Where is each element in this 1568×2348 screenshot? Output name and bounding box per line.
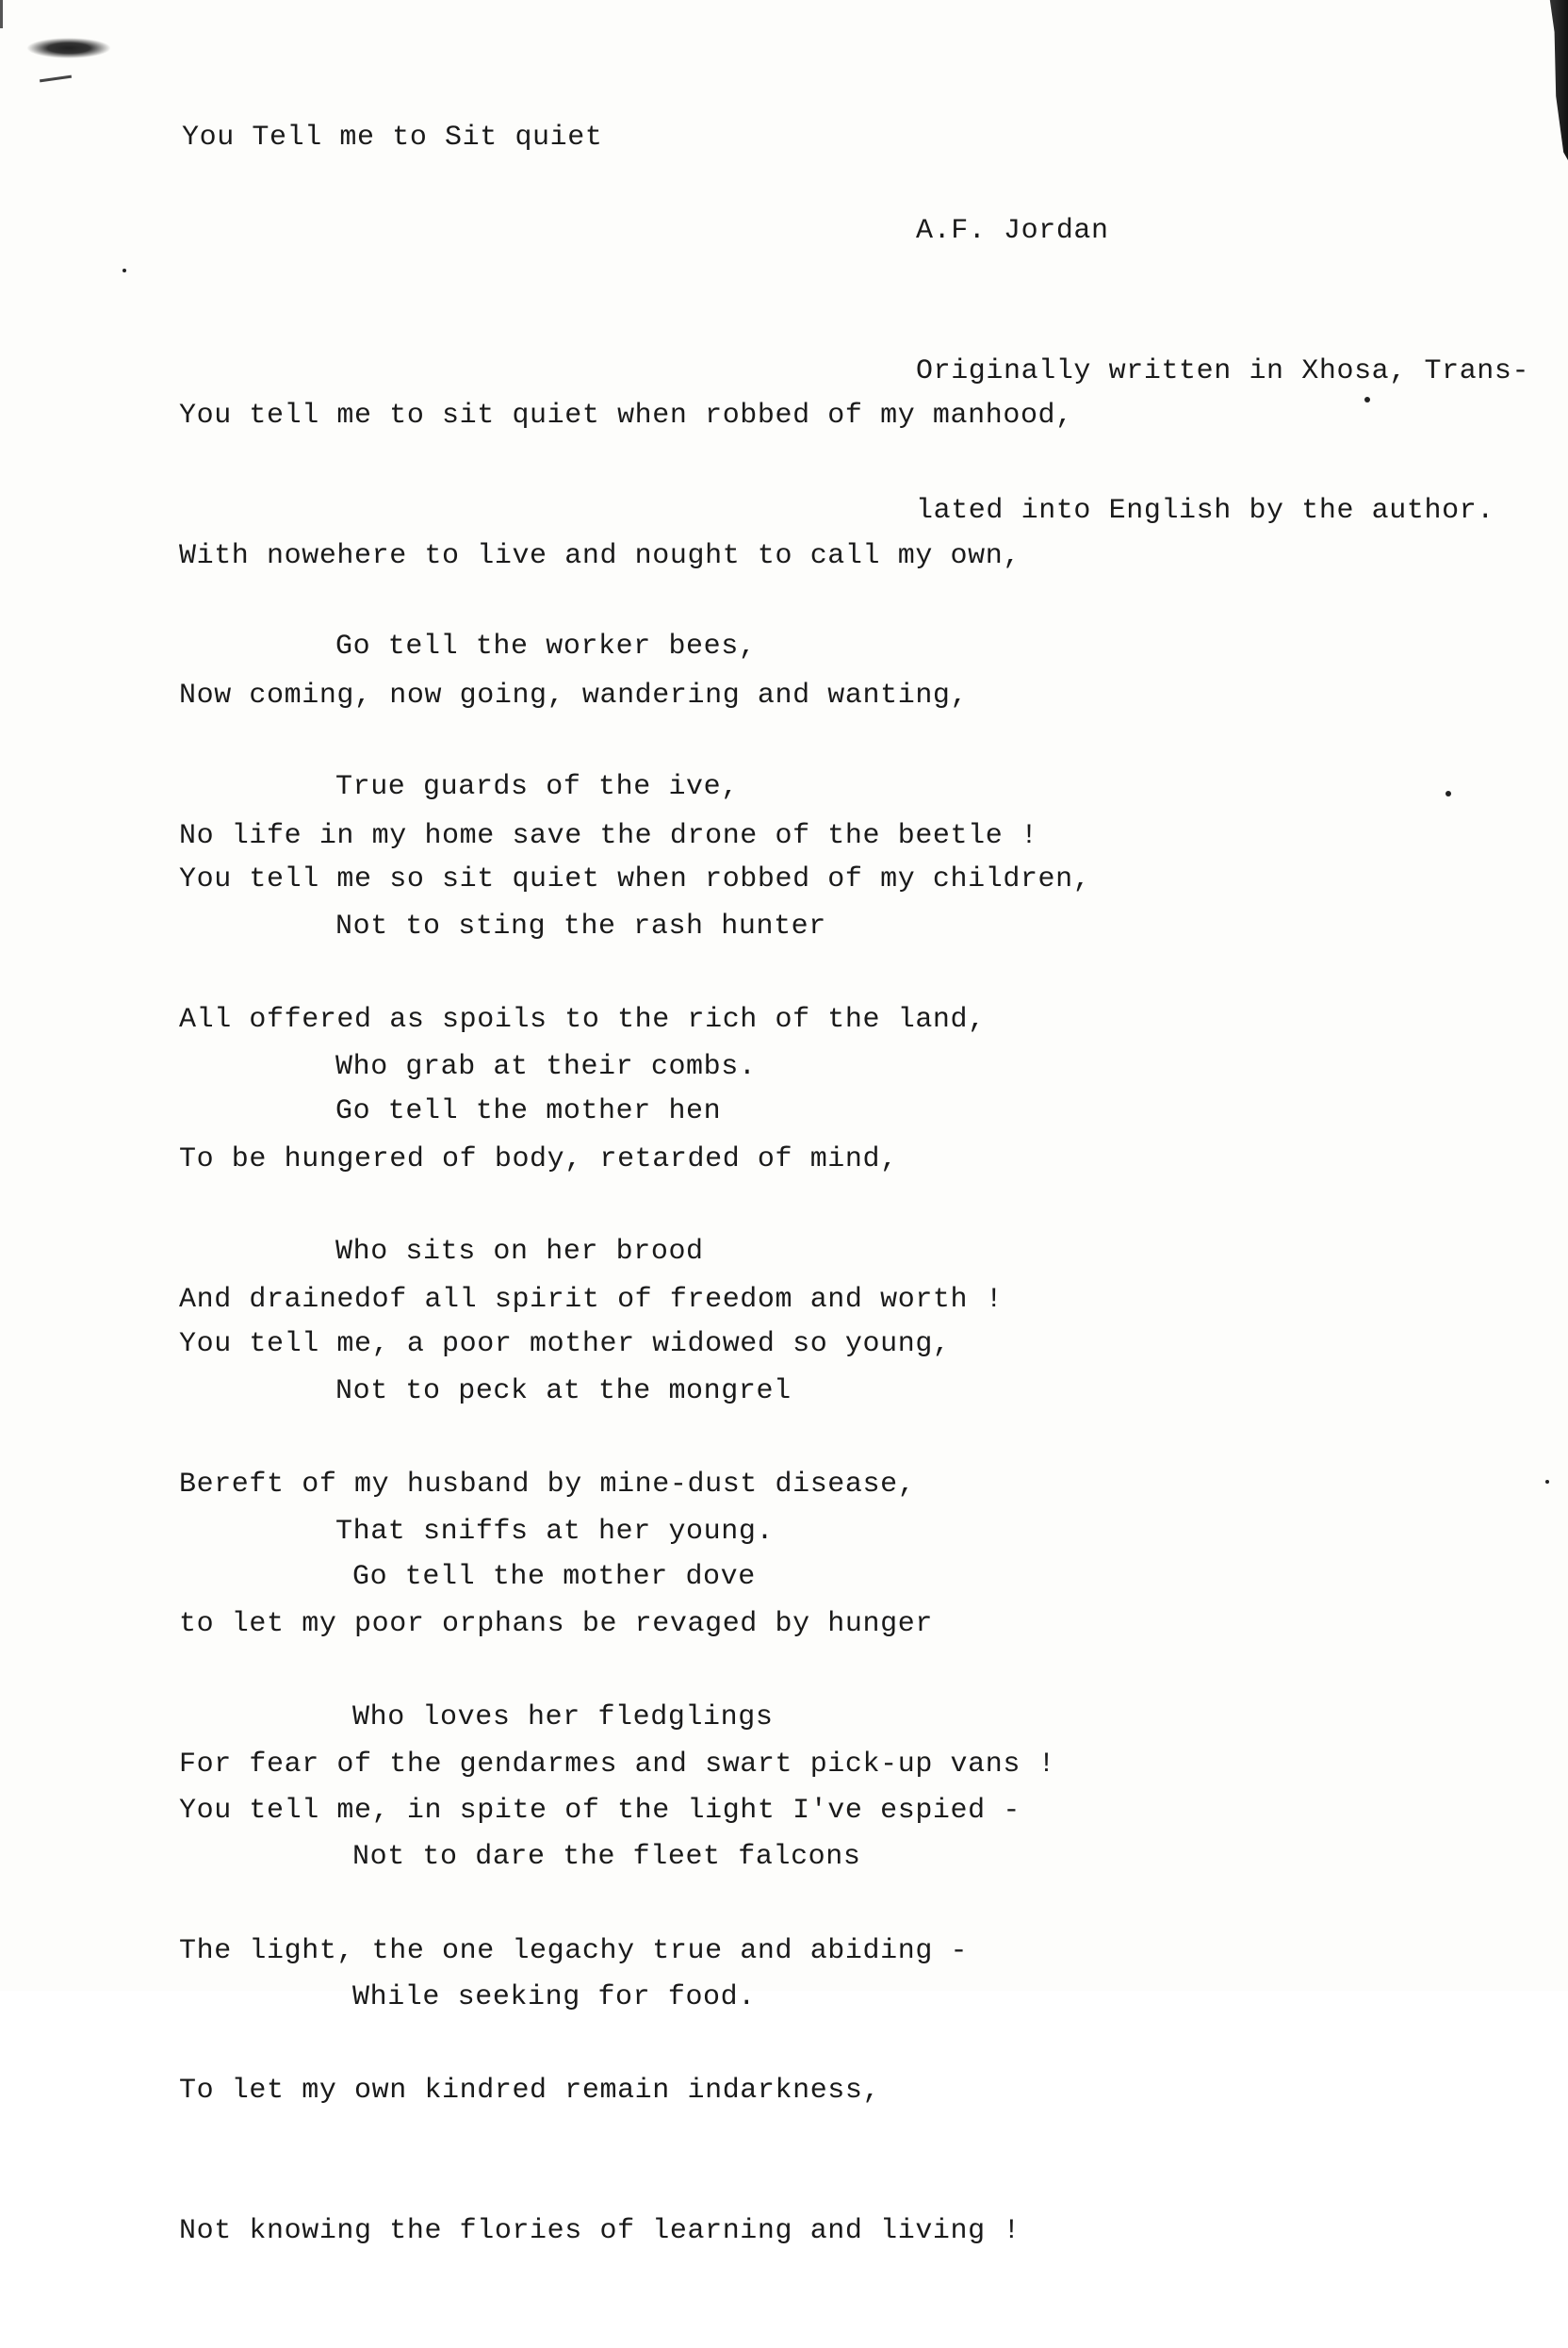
refrain-line: Go tell the worker bees, [335, 631, 757, 663]
refrain-line: Go tell the mother dove [352, 1561, 756, 1593]
refrain-line: True guards of the ive, [335, 770, 739, 803]
ink-speck [122, 269, 126, 272]
verse-line: Not knowing the flories of learning and living ! [179, 2214, 1021, 2247]
verse-line: You tell me, a poor mother widowed so young, [179, 1328, 951, 1360]
ink-speck [1446, 791, 1451, 796]
refrain-line: While seeking for food. [352, 1980, 756, 2013]
verse-line: Bereft of my husband by mine-dust disease, [179, 1468, 916, 1501]
verse-line: All offered as spoils to the rich of the land, [179, 1003, 986, 1036]
refrain-line: Who sits on her brood [335, 1235, 704, 1268]
translation-note-line-1: Originally written in Xhosa, Trans- [916, 354, 1530, 387]
poem-title: You Tell me to Sit quiet [182, 122, 603, 154]
refrain-line: Not to dare the fleet falcons [352, 1841, 861, 1873]
verse-line: The light, the one legachy true and abiding - [179, 1934, 969, 1967]
verse-line: For fear of the gendarmes and swart pick-up vans ! [179, 1748, 1056, 1781]
verse-line: No life in my home save the drone of the beetle ! [179, 819, 1038, 852]
refrain-line: That sniffs at her young. [335, 1515, 775, 1548]
refrain-line: Go tell the mother hen [335, 1095, 722, 1127]
verse-line: You tell me, in spite of the light I've espied - [179, 1795, 1021, 1827]
verse-line: You tell me so sit quiet when robbed of my children, [179, 863, 1091, 895]
refrain-line: Who loves her fledglings [352, 1700, 774, 1733]
verse-line: To let my own kindred remain indarkness, [179, 2075, 881, 2107]
refrain-line: Who grab at their combs. [335, 1050, 757, 1083]
author-name: A.F. Jordan [916, 215, 1109, 247]
ink-smudge [40, 75, 72, 83]
verse-line: to let my poor orphans be revaged by hunger [179, 1608, 933, 1640]
verse-line: Now coming, now going, wandering and wanting, [179, 680, 969, 712]
scan-artifact [0, 0, 3, 28]
verse-line: You tell me to sit quiet when robbed of my manhood, [179, 400, 1073, 432]
verse-line: With nowehere to live and nought to call my own, [179, 539, 1021, 572]
scan-edge-shadow [1538, 0, 1568, 160]
verse-line: To be hungered of body, retarded of mind, [179, 1143, 898, 1175]
ink-speck [1545, 1480, 1549, 1484]
verse-stanza-4 [179, 1695, 1021, 2348]
ink-smudge [26, 38, 111, 58]
verse-line: And drainedof all spirit of freedom and worth ! [179, 1283, 1004, 1316]
refrain-line: Not to peck at the mongrel [335, 1375, 792, 1407]
refrain-line: Not to sting the rash hunter [335, 911, 826, 943]
translation-note-line-2: lated into English by the author. [916, 495, 1494, 527]
